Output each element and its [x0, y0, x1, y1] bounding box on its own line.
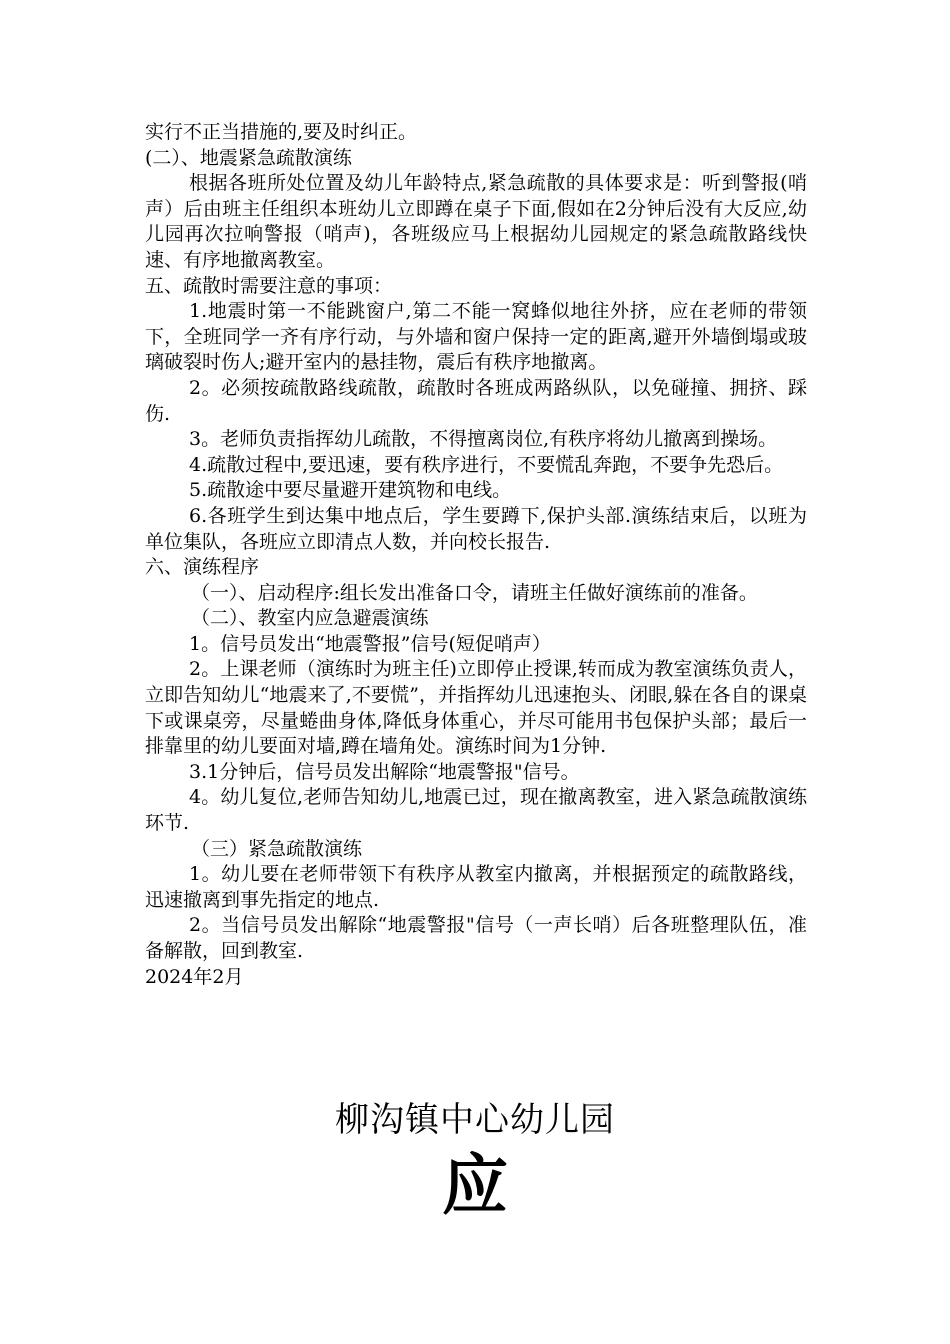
subsection-heading: （二）、教室内应急避震演练	[191, 607, 429, 630]
organization-title: 柳沟镇中心幼儿园	[335, 1100, 615, 1140]
large-title-character: 应	[442, 1146, 508, 1224]
list-item: 3.1分钟后，信号员发出解除“地震警报"信号。	[189, 760, 580, 783]
list-item: 3。老师负责指挥幼儿疏散，不得擅离岗位,有秩序将幼儿撤离到操场。	[189, 428, 778, 451]
list-item: 2。上课老师（演练时为班主任)立即停止授课,转而成为教室演练负责人，立即告知幼儿“地震来了,不要慌”，并指挥幼儿迅速抱头、闭眼,躲在各自的课桌下或课桌旁，尽量蜷曲身体,降低身体重心，并尽可能用书包保护头部；最后一排靠里的幼儿要面对墙,蹲在墙角处。演练时间为1分钟.	[145, 658, 807, 758]
list-item: 4.疏散过程中,要迅速，要有秩序进行，不要慌乱奔跑，不要争先恐后。	[189, 453, 784, 476]
section-heading: 五、疏散时需要注意的事项：	[145, 274, 393, 297]
list-item: 1。信号员发出“地震警报”信号(短促哨声）	[189, 632, 551, 655]
list-item: 5.疏散途中要尽量避开建筑物和电线。	[189, 479, 512, 502]
list-item: 6.各班学生到达集中地点后，学生要蹲下,保护头部.演练结束后，以班为单位集队，各班应立即清点人数，并向校长报告.	[145, 504, 807, 553]
list-item: 2。必须按疏散路线疏散，疏散时各班成两路纵队，以免碰撞、拥挤、踩伤.	[145, 376, 807, 425]
subsection-heading: （一）、启动程序:组长发出准备口令，请班主任做好演练前的准备。	[191, 581, 758, 604]
section-heading: 六、演练程序	[145, 556, 260, 579]
document-date: 2024年2月	[145, 965, 244, 988]
list-item: 2。当信号员发出解除“地震警报"信号（一声长哨）后各班整理队伍，准备解散，回到教室.	[145, 914, 807, 962]
paragraph: 根据各班所处位置及幼儿年龄特点,紧急疏散的具体要求是：听到警报(哨声）后由班主任组织本班幼儿立即蹲在桌子下面,假如在2分钟后没有大反应,幼儿园再次拉响警报（哨声)，各班级应马上根据幼儿园规定的紧急疏散路线快速、有序地撤离教室。	[145, 172, 807, 271]
document-body	[145, 120, 807, 990]
subsection-heading: （三）紧急疏散演练	[191, 837, 363, 860]
list-item: 1.地震时第一不能跳窗户,第二不能一窝蜂似地往外挤，应在老师的带领下，全班同学一齐有序行动，与外墙和窗户保持一定的距离,避开外墙倒塌或玻璃破裂时伤人;避开室内的悬挂物，震后有秩序地撤离。	[145, 300, 807, 374]
list-item: 1。幼儿要在老师带领下有秩序从教室内撤离，并根据预定的疏散路线，迅速撤离到事先指定的地点.	[145, 863, 807, 911]
section-heading: (二）、地震紧急疏散演练	[145, 146, 352, 169]
list-item: 4。幼儿复位,老师告知幼儿,地震已过，现在撤离教室，进入紧急疏散演练环节.	[145, 786, 807, 835]
paragraph: 实行不正当措施的,要及时纠正。	[145, 121, 418, 143]
